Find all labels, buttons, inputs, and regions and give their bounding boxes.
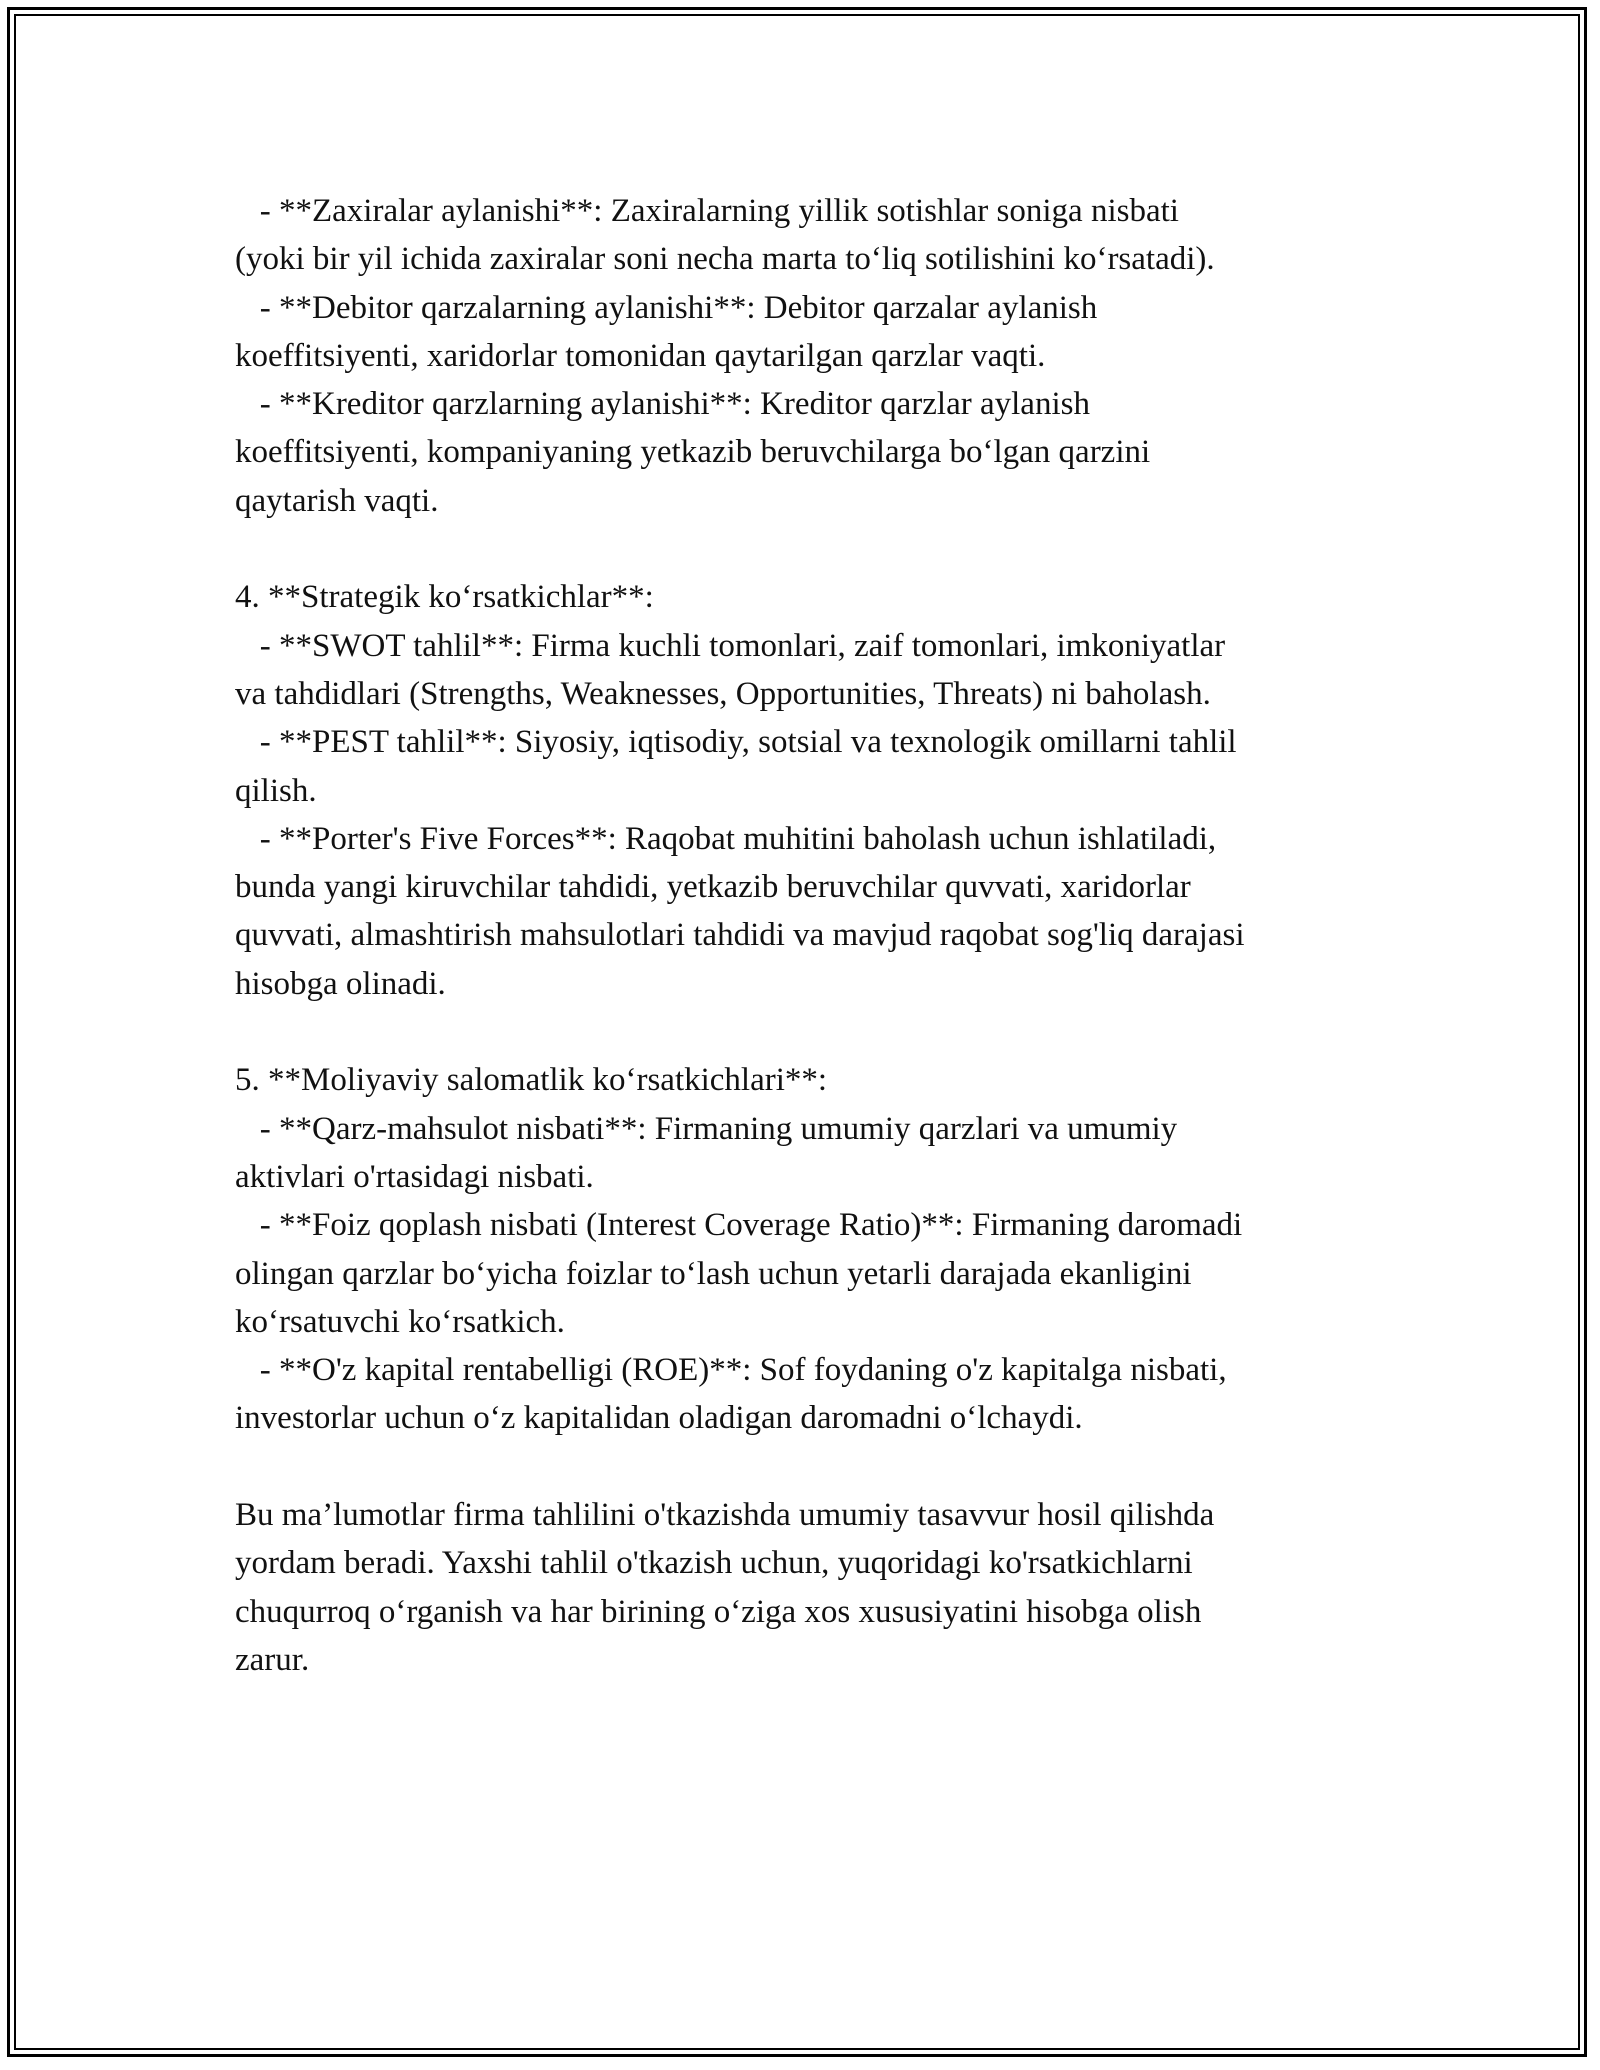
paragraph-spacer — [235, 1443, 1370, 1491]
text-line: - **Kreditor qarzlarning aylanishi**: Kreditor qarzlar aylanish — [235, 386, 1090, 423]
section-conclusion — [235, 1491, 1370, 1684]
document-body — [235, 187, 1370, 1684]
text-line: olingan qarzlar bo‘yicha foizlar to‘lash uchun yetarli darajada ekanligini — [235, 1255, 1192, 1292]
text-line: ko‘rsatuvchi ko‘rsatkich. — [235, 1303, 565, 1340]
text-line: qaytarish vaqti. — [235, 482, 439, 519]
section-financial-health — [235, 1056, 1370, 1442]
text-line: - **SWOT tahlil**: Firma kuchli tomonlari, zaif tomonlari, imkoniyatlar — [235, 627, 1226, 664]
section-turnover-items — [235, 187, 1370, 525]
text-line: Bu ma’lumotlar firma tahlilini o'tkazishda umumiy tasavvur hosil qilishda — [235, 1497, 1215, 1534]
text-line: - **Qarz-mahsulot nisbati**: Firmaning umumiy qarzlari va umumiy — [235, 1110, 1178, 1147]
section-heading: 5. **Moliyaviy salomatlik ko‘rsatkichlari**: — [235, 1062, 828, 1099]
text-line: - **Zaxiralar aylanishi**: Zaxiralarning yillik sotishlar soniga nisbati — [235, 193, 1179, 229]
text-line: qilish. — [235, 772, 317, 809]
text-line: yordam beradi. Yaxshi tahlil o'tkazish uchun, yuqoridagi ko'rsatkichlarni — [235, 1545, 1193, 1582]
text-line: koeffitsiyenti, xaridorlar tomonidan qaytarilgan qarzlar vaqti. — [235, 337, 1046, 374]
section-strategic-indicators — [235, 573, 1370, 1008]
section-heading: 4. **Strategik ko‘rsatkichlar**: — [235, 579, 654, 616]
text-line: - **Porter's Five Forces**: Raqobat muhitini baholash uchun ishlatiladi, — [235, 820, 1217, 857]
text-line: - **O'z kapital rentabelligi (ROE)**: Sof foydaning o'z kapitalga nisbati, — [235, 1352, 1227, 1389]
text-line: quvvati, almashtirish mahsulotlari tahdidi va mavjud raqobat sog'liq darajasi — [235, 917, 1245, 954]
text-line: hisobga olinadi. — [235, 965, 446, 1002]
paragraph-spacer — [235, 525, 1370, 573]
text-line: - **PEST tahlil**: Siyosiy, iqtisodiy, sotsial va texnologik omillarni tahlil — [235, 724, 1237, 761]
text-line: koeffitsiyenti, kompaniyaning yetkazib beruvchilarga bo‘lgan qarzini — [235, 434, 1151, 471]
paragraph-spacer — [235, 1008, 1370, 1056]
text-line: investorlar uchun o‘z kapitalidan oladigan daromadni o‘lchaydi. — [235, 1400, 1083, 1437]
text-line: - **Debitor qarzalarning aylanishi**: Debitor qarzalar aylanish — [235, 289, 1098, 326]
text-line: aktivlari o'rtasidagi nisbati. — [235, 1158, 594, 1195]
text-line: - **Foiz qoplash nisbati (Interest Coverage Ratio)**: Firmaning daromadi — [235, 1207, 1243, 1244]
text-line: bunda yangi kiruvchilar tahdidi, yetkazib beruvchilar quvvati, xaridorlar — [235, 869, 1191, 906]
text-line: va tahdidlari (Strengths, Weaknesses, Opportunities, Threats) ni baholash. — [235, 675, 1211, 712]
text-line: chuqurroq o‘rganish va har birining o‘ziga xos xususiyatini hisobga olish — [235, 1593, 1202, 1630]
text-line: (yoki bir yil ichida zaxiralar soni necha marta to‘liq sotilishini ko‘rsatadi). — [235, 241, 1215, 278]
text-line: zarur. — [235, 1641, 310, 1678]
